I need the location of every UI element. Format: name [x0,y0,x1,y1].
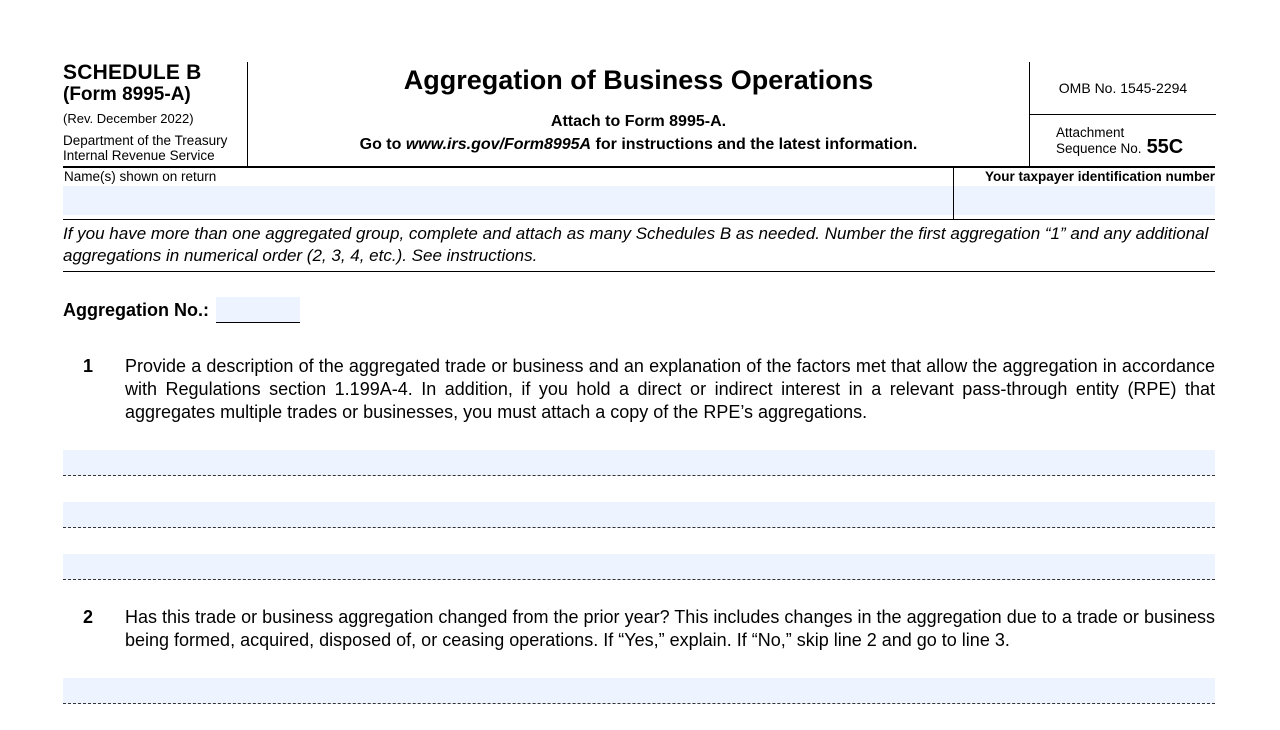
line-number: 2 [83,607,94,627]
aggregation-label: Aggregation No.: [63,299,209,320]
goto-prefix: Go to [359,136,406,153]
title-block [248,62,1029,166]
line-number: 1 [83,356,94,376]
line-2-answer-area [63,678,1215,704]
omb-block [1029,62,1216,166]
tin-input[interactable] [954,186,1215,215]
form-reference: (Form 8995-A) [63,84,191,105]
tin-field-group [954,168,1215,219]
form-page [63,62,1215,730]
revision-date: (Rev. December 2022) [63,111,194,126]
answer-line[interactable] [63,502,1215,528]
attachment-label: Attachment [1056,125,1125,140]
department-name: Department of the Treasury [63,133,228,148]
irs-url-link[interactable]: www.irs.gov/Form8995A [405,136,592,153]
answer-line[interactable] [63,450,1215,476]
agency-name: Internal Revenue Service [63,148,215,163]
tin-label: Your taxpayer identification number [984,169,1215,184]
line-1 [63,355,1215,580]
name-input[interactable] [63,186,953,215]
identification-row [63,168,1215,220]
attach-instruction: Attach to Form 8995-A. [550,113,727,130]
form-identifier [63,62,248,166]
name-field-group [63,168,954,219]
aggregation-number-row [63,296,1215,324]
form-header [63,62,1215,168]
line-description: Has this trade or business aggregation changed from the prior year? This includes changes in the aggregation due to a trade or business being formed, acquired, disposed of, or ceasing operations. If “Yes,” explain. If “No,” skip line 2 and go to line 3. [125,607,1215,650]
answer-line[interactable] [63,554,1215,580]
schedule-title: SCHEDULE B [63,61,202,84]
department-block [63,133,247,163]
attachment-sequence [1030,115,1216,156]
sequence-number: 55C [1146,136,1184,158]
form-title: Aggregation of Business Operations [403,65,874,95]
answer-line[interactable] [63,678,1215,704]
omb-number: OMB No. 1545-2294 [1030,62,1216,115]
general-instructions: If you have more than one aggregated group, complete and attach as many Schedules B as needed. Number the first aggregation “1” and any additional aggregations in numerical order (2, 3, 4, etc.). See instructions. [63,220,1215,272]
goto-suffix: for instructions and the latest information. [591,136,918,153]
aggregation-number-input[interactable] [216,297,300,323]
name-label: Name(s) shown on return [64,169,217,184]
goto-instruction [248,135,1029,155]
line-description: Provide a description of the aggregated trade or business and an explanation of the factors met that allow the aggregation in accordance with Regulations section 1.199A-4. In addition, if you hold a direct or indirect interest in a relevant pass-through entity (RPE) that aggregates multiple trades or businesses, you must attach a copy of the RPE’s aggregations. [125,356,1215,422]
line-2 [63,606,1215,704]
line-1-answer-area [63,450,1215,580]
sequence-row [1056,136,1216,158]
sequence-label: Sequence No. [1056,141,1142,156]
